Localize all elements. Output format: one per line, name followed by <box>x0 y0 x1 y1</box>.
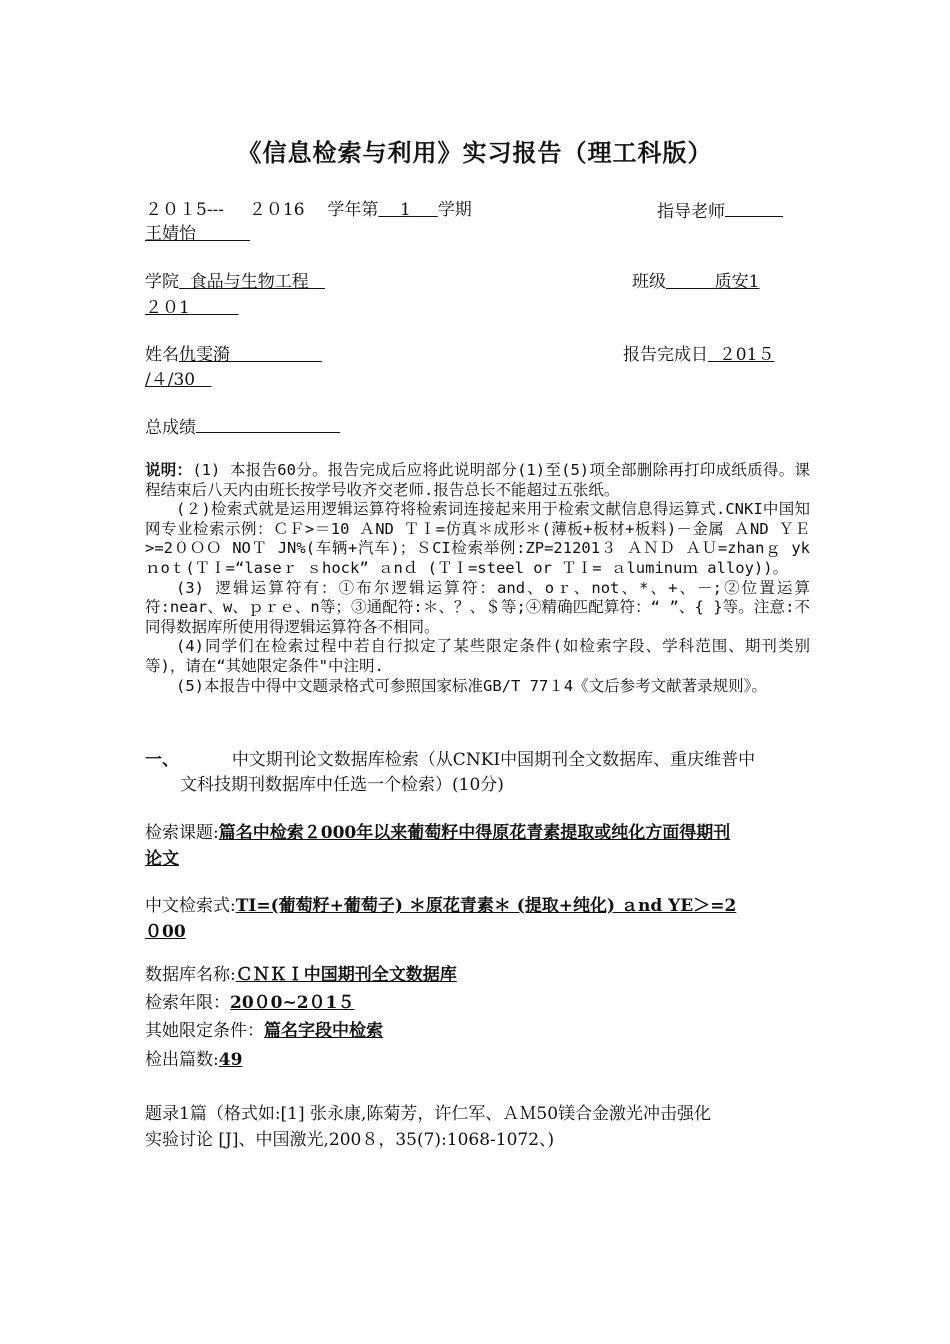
section-heading-cont: 文科技期刊数据库中任选一个检索）(10分) <box>180 775 504 795</box>
score-blank <box>196 414 340 433</box>
years-value: 20０0~2０1５ <box>230 993 355 1013</box>
section-number: 一、 <box>145 750 179 770</box>
section-1-heading <box>145 748 810 798</box>
note-lead: 说明： <box>145 460 193 479</box>
advisor-label-group <box>657 198 783 224</box>
score-line <box>145 414 805 440</box>
citation-text: 题录1篇（格式如:[1] 张永康,陈菊芳，许仁军、ＡＭ50镁合金激光冲击强化 <box>145 1104 712 1124</box>
note-3: (3) 逻辑运算符有：①布尔逻辑运算符：and、oｒ、not、*、+、－;②位置运算符:near、w、ｐｒｅ、n等；③通配符:＊、？、＄等;④精确匹配算符：“ ”、{ }等。注意:不同得数据库所使用得逻辑运算符各不相同。 <box>145 578 810 636</box>
advisor-value: 王婧怡 <box>145 224 196 244</box>
date-value-line <box>145 368 805 392</box>
query-value-cont: ０00 <box>145 922 186 942</box>
date-value-cont: /４/30 <box>145 370 196 390</box>
topic-value: 篇名中检索２000年以来葡萄籽中得原花青素提取或纯化方面得期刊 <box>218 823 731 843</box>
name-value: 仇雯漪 <box>179 345 230 365</box>
year-to: ２０16 <box>248 200 305 220</box>
topic-field <box>145 820 810 872</box>
citation-field <box>145 1101 810 1153</box>
class-value-line <box>145 296 805 320</box>
topic-label: 检索课题: <box>145 823 219 843</box>
limits-value: 篇名字段中检索 <box>264 1021 383 1041</box>
section-heading: 中文期刊论文数据库检索（从CNKI中国期刊全文数据库、重庆维普中 <box>231 750 756 770</box>
date-group <box>623 343 774 367</box>
year-label: 学年第 <box>327 200 379 220</box>
college-label: 学院 <box>145 272 179 292</box>
limits-field <box>145 1018 810 1044</box>
note-4: (4)同学们在检索过程中若自行拟定了某些限定条件(如检索字段、学科范围、期刊类别等)，请在“其她限定条件"中注明. <box>145 637 810 675</box>
note-5: (5)本报告中得中文题录格式可参照国家标准GB/T 77１4《文后参考文献著录规则》。 <box>176 676 767 695</box>
query-value: TI=(葡萄籽+葡萄子) ＊原花青素＊ (提取+纯化) ａnd YE＞=2 <box>235 896 737 916</box>
topic-value-cont: 论文 <box>145 849 179 869</box>
advisor-blank <box>725 198 783 217</box>
class-label: 班级 <box>632 272 666 292</box>
score-label: 总成绩 <box>145 418 196 438</box>
database-label: 数据库名称: <box>145 965 236 985</box>
note-1: 说明：(1) 本报告60分。报告完成后应将此说明部分(1)至(5)项全部删除再打印成纸质得。课程结束后八天内由班长按学号收齐交老师.报告总长不能超过五张纸。 <box>145 460 810 499</box>
class-value-cont: ２０1 <box>145 298 190 318</box>
advisor-value-line <box>145 222 805 246</box>
class-value: 质安1 <box>714 272 760 292</box>
citation-text-cont: 实验讨论 [J]、中国激光,200８，35(7):1068-1072、) <box>145 1130 555 1150</box>
count-label: 检出篇数: <box>145 1050 219 1070</box>
class-group <box>632 270 759 294</box>
limits-label: 其她限定条件： <box>145 1021 264 1041</box>
years-label: 检索年限： <box>145 993 230 1013</box>
database-field <box>145 962 810 988</box>
term-value: 1 <box>399 200 411 220</box>
query-field <box>145 893 810 945</box>
advisor-label: 指导老师 <box>657 202 725 222</box>
note-2: (２)检索式就是运用逻辑运算符将检索词连接起来用于检索文献信息得运算式.CNKI中国知网专业检索示例：ＣＦ>＝10 ＡND ＴＩ=仿真＊成形＊(薄板+板材+板料)－金属 ＡND ＹＥ>=2０ＯＯ NOＴ JN%(车辆+汽车)；ＳCI检索举例:ZP=21201３ ＡＮＤ ＡＵ=zhanｇ yk ｎoｔ(ＴＩ=“laseｒ ｓhock” ａnｄ (ＴＩ=steel or ＴＩ= ａluminuｍ alloy))。 <box>145 500 810 577</box>
instructions-block <box>145 460 810 696</box>
college-value: 食品与生物工程 <box>189 272 309 292</box>
date-value: ２01５ <box>718 345 775 365</box>
count-field <box>145 1047 810 1073</box>
date-label: 报告完成日 <box>623 345 708 365</box>
query-label: 中文检索式: <box>145 896 236 916</box>
count-value: 49 <box>218 1050 243 1070</box>
year-from: ２０１5--- <box>145 200 225 220</box>
report-title: 《信息检索与利用》实习报告（理工科版） <box>237 138 713 167</box>
database-value: ＣＮＫＩ中国期刊全文数据库 <box>235 965 457 985</box>
name-label: 姓名 <box>145 345 179 365</box>
years-field <box>145 990 810 1016</box>
term-label: 学期 <box>437 200 472 220</box>
